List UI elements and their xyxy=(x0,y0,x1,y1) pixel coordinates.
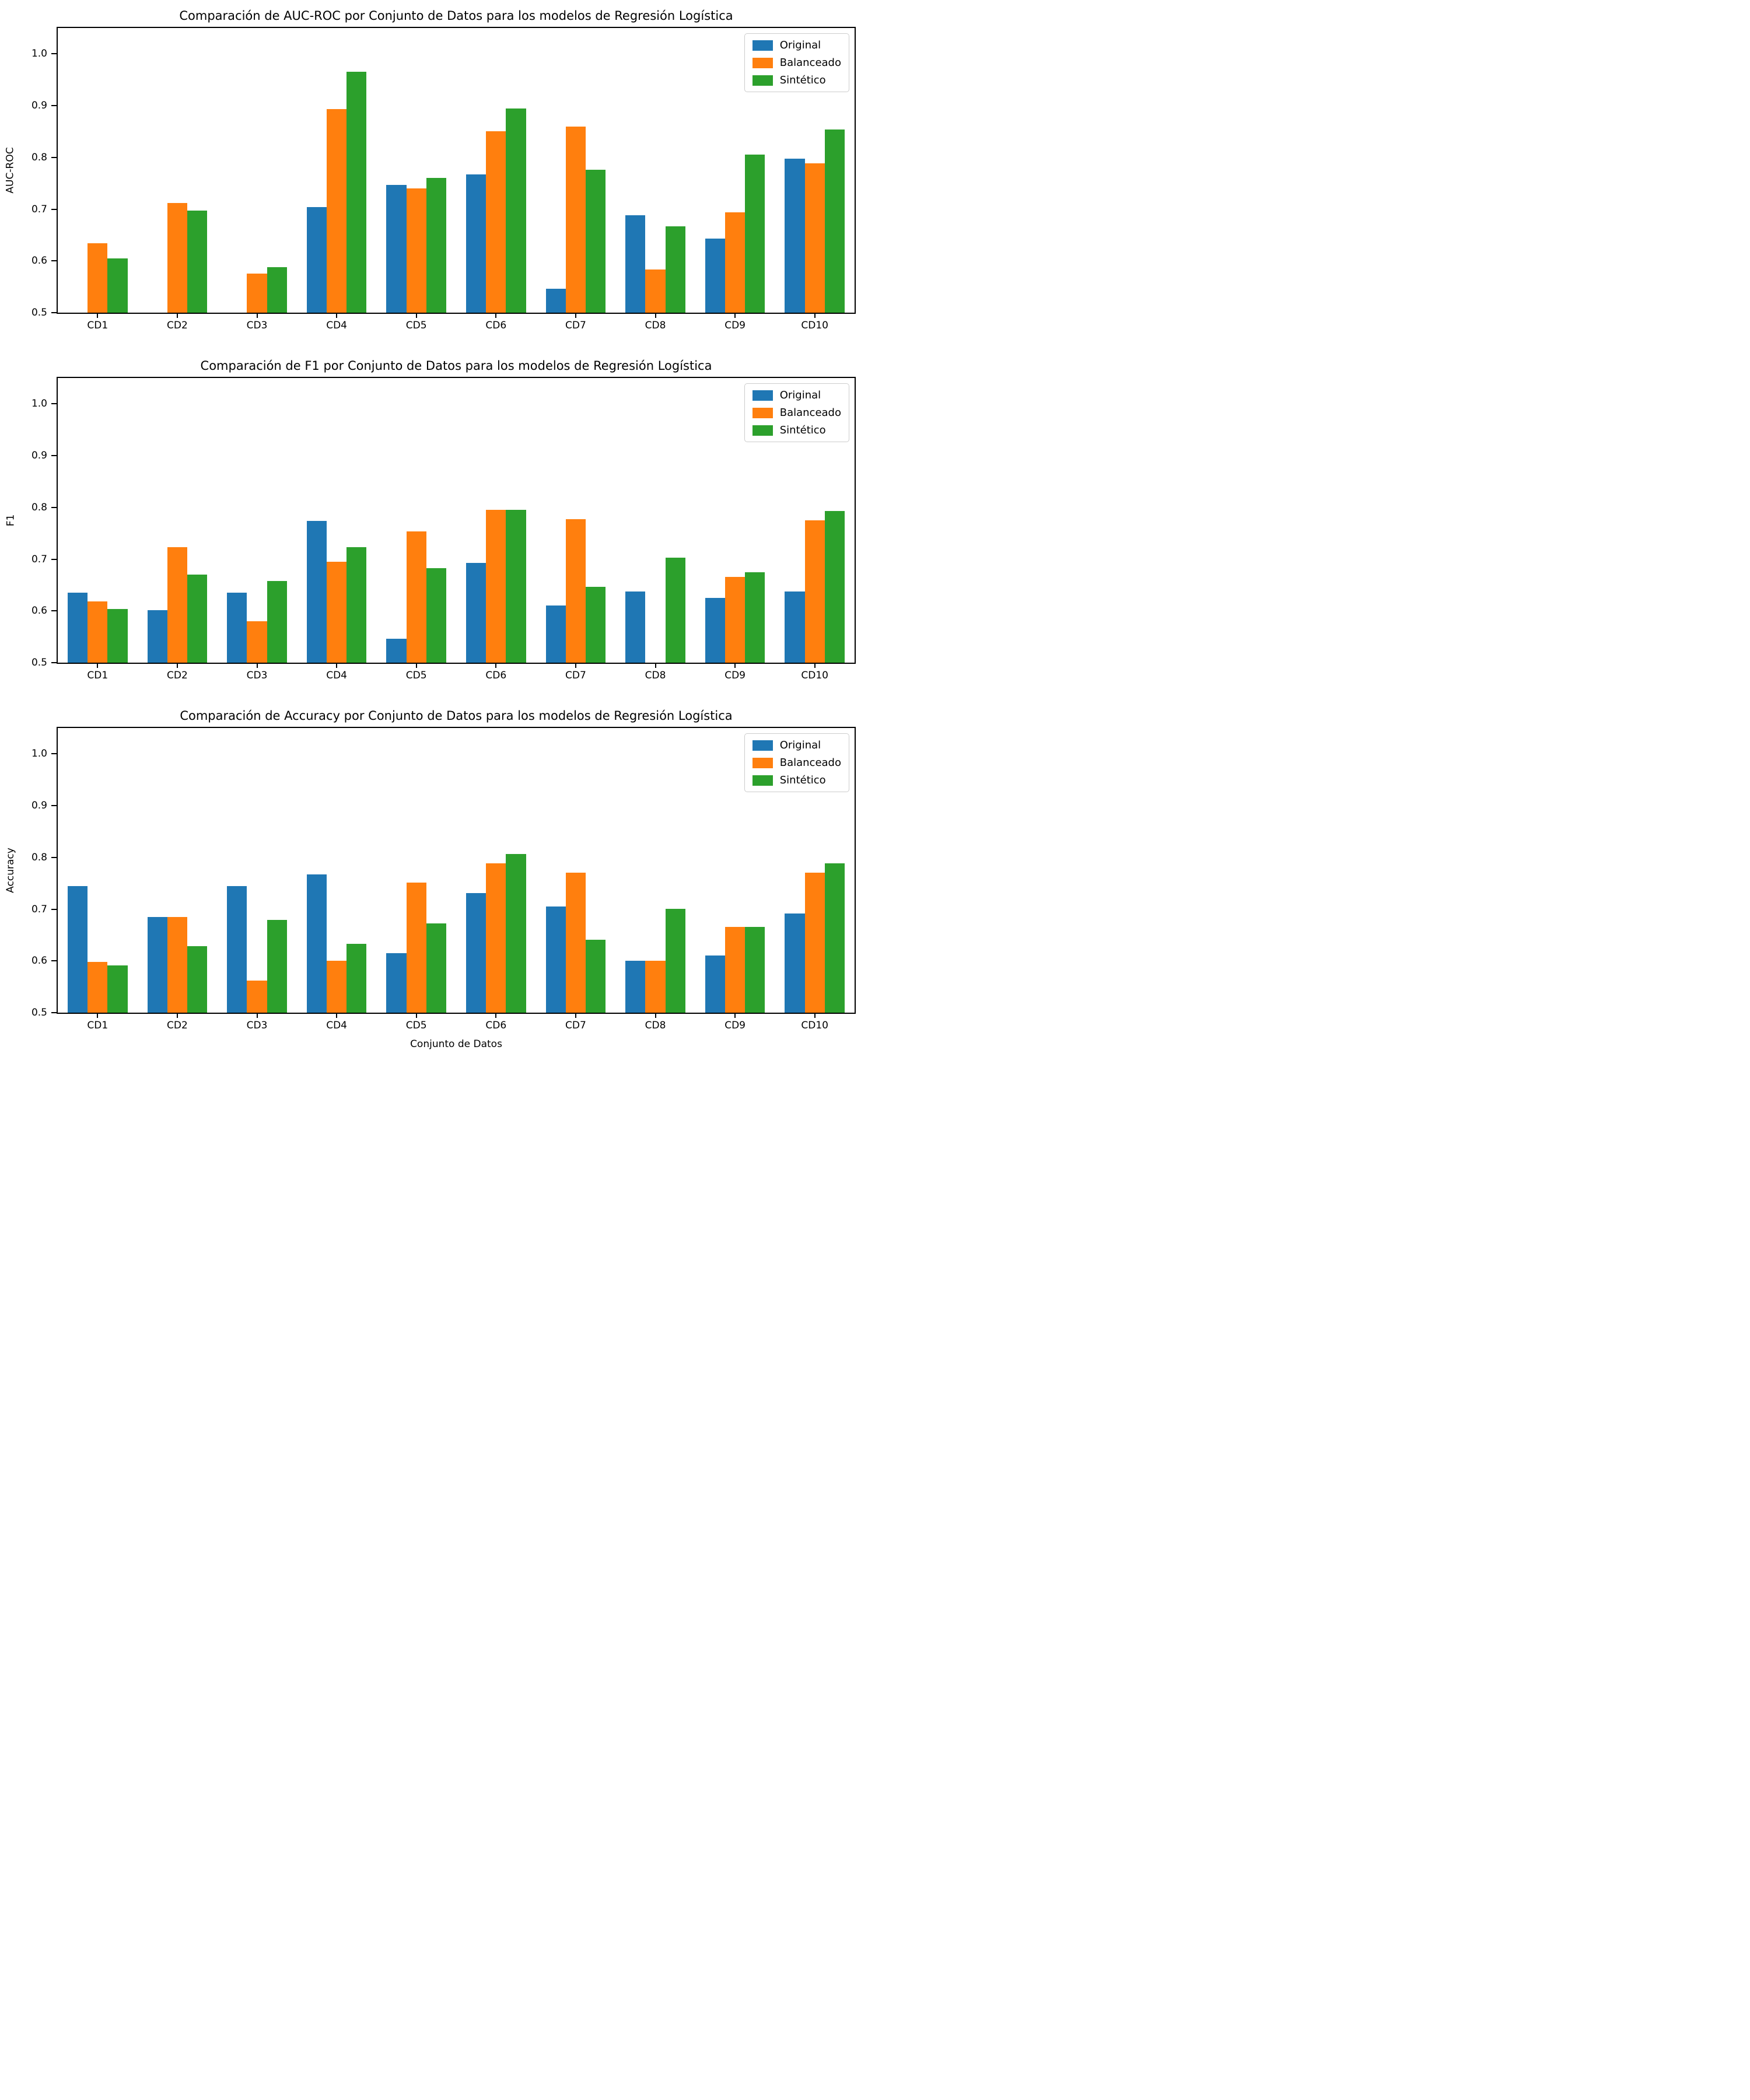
y-tick-mark xyxy=(51,960,57,961)
bar-cd3-balanceado xyxy=(247,274,267,313)
y-tick-label: 0.6 xyxy=(31,605,47,617)
x-tick-label: CD5 xyxy=(405,1020,427,1031)
legend xyxy=(744,733,849,792)
x-tick-label: CD3 xyxy=(246,670,268,681)
bar-cd2-sintético xyxy=(187,211,207,313)
x-tick-label: CD4 xyxy=(326,320,347,331)
y-tick-label: 0.7 xyxy=(31,553,47,565)
bar-cd5-balanceado xyxy=(407,531,426,663)
x-tick-label: CD7 xyxy=(565,1020,586,1031)
bar-cd3-original xyxy=(227,593,247,663)
x-tick-label: CD4 xyxy=(326,1020,347,1031)
bar-cd6-sintético xyxy=(506,854,526,1013)
bar-cd9-balanceado xyxy=(725,927,745,1013)
bar-cd9-original xyxy=(705,239,725,313)
x-tick-mark xyxy=(97,1013,98,1018)
bar-cd6-balanceado xyxy=(486,510,506,663)
bar-cd8-sintético xyxy=(666,226,685,313)
legend-entry-balanceado xyxy=(752,407,841,419)
legend-label: Balanceado xyxy=(779,757,841,769)
x-tick-label: CD4 xyxy=(326,670,347,681)
y-tick-label: 1.0 xyxy=(31,398,47,410)
y-tick-mark xyxy=(51,1012,57,1013)
y-tick-mark xyxy=(51,209,57,210)
chart-title-auc-roc: Comparación de AUC-ROC por Conjunto de Datos para los modelos de Regresión Logística xyxy=(179,9,733,23)
x-tick-mark xyxy=(495,1013,496,1018)
legend-entry-sintético xyxy=(752,774,841,786)
bar-cd4-balanceado xyxy=(327,961,346,1013)
legend-entry-sintético xyxy=(752,74,841,86)
x-tick-label: CD9 xyxy=(724,670,746,681)
bar-cd7-sintético xyxy=(586,940,606,1013)
bar-cd1-sintético xyxy=(107,965,127,1013)
bar-cd2-sintético xyxy=(187,946,207,1013)
legend-swatch-icon xyxy=(752,758,773,768)
y-tick-label: 0.9 xyxy=(31,100,47,112)
x-tick-mark xyxy=(257,313,258,318)
bar-cd7-sintético xyxy=(586,587,606,663)
bar-cd10-balanceado xyxy=(805,163,825,313)
x-tick-mark xyxy=(734,663,736,668)
bar-cd6-sintético xyxy=(506,108,526,313)
y-tick-label: 0.5 xyxy=(31,307,47,318)
x-tick-mark xyxy=(416,1013,417,1018)
x-tick-label: CD10 xyxy=(801,1020,828,1031)
x-tick-mark xyxy=(97,313,98,318)
legend-swatch-icon xyxy=(752,740,773,751)
x-tick-label: CD6 xyxy=(485,670,507,681)
x-tick-label: CD1 xyxy=(87,1020,108,1031)
bar-cd4-sintético xyxy=(346,944,366,1013)
bar-cd3-sintético xyxy=(267,581,287,663)
x-tick-mark xyxy=(257,1013,258,1018)
y-tick-label: 0.7 xyxy=(31,203,47,215)
bar-cd5-balanceado xyxy=(407,883,426,1013)
bar-cd10-original xyxy=(785,592,804,663)
x-tick-mark xyxy=(416,663,417,668)
x-tick-mark xyxy=(655,663,656,668)
y-axis-label-auc-roc: AUC-ROC xyxy=(5,147,17,194)
x-tick-label: CD9 xyxy=(724,1020,746,1031)
y-tick-label: 0.7 xyxy=(31,903,47,915)
bar-cd6-balanceado xyxy=(486,131,506,313)
x-tick-label: CD8 xyxy=(645,670,666,681)
legend-entry-sintético xyxy=(752,424,841,436)
bar-cd5-sintético xyxy=(426,178,446,313)
legend-swatch-icon xyxy=(752,40,773,51)
y-tick-mark xyxy=(51,610,57,611)
legend-entry-balanceado xyxy=(752,57,841,69)
x-tick-mark xyxy=(416,313,417,318)
x-tick-mark xyxy=(575,1013,576,1018)
bar-cd1-balanceado xyxy=(88,243,107,313)
y-tick-label: 0.8 xyxy=(31,851,47,863)
y-tick-label: 0.9 xyxy=(31,450,47,462)
bar-cd5-original xyxy=(386,185,406,313)
legend xyxy=(744,383,849,442)
bar-cd10-sintético xyxy=(825,511,845,663)
x-tick-label: CD10 xyxy=(801,670,828,681)
plot-area-f1 xyxy=(31,377,856,681)
legend-swatch-icon xyxy=(752,775,773,786)
legend-label: Sintético xyxy=(779,74,826,86)
x-tick-label: CD1 xyxy=(87,320,108,331)
x-tick-mark xyxy=(97,663,98,668)
y-tick-mark xyxy=(51,507,57,508)
bar-cd7-balanceado xyxy=(566,127,586,313)
bar-cd4-balanceado xyxy=(327,562,346,663)
bar-cd5-original xyxy=(386,953,406,1013)
bar-cd6-original xyxy=(466,174,486,313)
bar-cd7-balanceado xyxy=(566,873,586,1013)
bar-cd8-original xyxy=(625,961,645,1013)
y-tick-label: 0.5 xyxy=(31,1007,47,1019)
legend-entry-original xyxy=(752,39,841,51)
y-tick-label: 0.9 xyxy=(31,800,47,812)
y-tick-mark xyxy=(51,857,57,858)
bar-cd8-balanceado xyxy=(645,270,665,313)
x-tick-mark xyxy=(495,663,496,668)
x-tick-mark xyxy=(336,313,337,318)
bar-cd1-balanceado xyxy=(88,601,107,663)
bar-cd9-sintético xyxy=(745,155,765,313)
x-tick-label: CD2 xyxy=(167,320,188,331)
y-tick-mark xyxy=(51,260,57,261)
bar-cd1-original xyxy=(68,593,88,663)
bar-cd8-sintético xyxy=(666,909,685,1013)
x-tick-mark xyxy=(734,1013,736,1018)
x-tick-label: CD3 xyxy=(246,1020,268,1031)
x-tick-label: CD3 xyxy=(246,320,268,331)
legend-entry-original xyxy=(752,739,841,751)
bar-cd5-sintético xyxy=(426,568,446,663)
x-tick-mark xyxy=(336,1013,337,1018)
legend-label: Original xyxy=(779,739,821,751)
bar-cd10-sintético xyxy=(825,130,845,313)
y-tick-mark xyxy=(51,455,57,456)
x-tick-mark xyxy=(575,313,576,318)
x-tick-mark xyxy=(655,313,656,318)
y-tick-mark xyxy=(51,53,57,54)
x-tick-label: CD9 xyxy=(724,320,746,331)
x-tick-mark xyxy=(177,663,178,668)
bar-cd4-original xyxy=(307,207,327,313)
x-tick-mark xyxy=(575,663,576,668)
bar-cd3-sintético xyxy=(267,920,287,1013)
y-tick-label: 0.8 xyxy=(31,151,47,163)
x-tick-label: CD2 xyxy=(167,1020,188,1031)
x-tick-mark xyxy=(734,313,736,318)
x-tick-label: CD6 xyxy=(485,1020,507,1031)
y-tick-mark xyxy=(51,662,57,663)
bar-cd10-balanceado xyxy=(805,873,825,1013)
x-tick-label: CD8 xyxy=(645,1020,666,1031)
y-tick-label: 1.0 xyxy=(31,748,47,760)
subplot-accuracy xyxy=(0,700,875,1050)
bar-cd2-sintético xyxy=(187,575,207,663)
bar-cd7-original xyxy=(546,289,566,313)
y-tick-label: 0.6 xyxy=(31,255,47,267)
bar-cd8-balanceado xyxy=(645,961,665,1013)
bar-cd9-sintético xyxy=(745,572,765,663)
x-tick-label: CD7 xyxy=(565,320,586,331)
bar-cd4-sintético xyxy=(346,547,366,663)
x-tick-mark xyxy=(655,1013,656,1018)
x-tick-mark xyxy=(814,313,816,318)
bar-cd9-original xyxy=(705,956,725,1013)
bar-cd10-original xyxy=(785,159,804,313)
y-tick-label: 1.0 xyxy=(31,48,47,60)
bar-cd6-sintético xyxy=(506,510,526,663)
bar-cd10-sintético xyxy=(825,863,845,1013)
legend-entry-balanceado xyxy=(752,757,841,769)
y-tick-mark xyxy=(51,403,57,404)
x-axis-label: Conjunto de Datos xyxy=(410,1038,502,1050)
bar-cd5-original xyxy=(386,639,406,663)
x-tick-mark xyxy=(177,313,178,318)
legend-swatch-icon xyxy=(752,58,773,68)
legend-swatch-icon xyxy=(752,390,773,401)
bar-cd3-original xyxy=(227,886,247,1013)
bar-cd8-sintético xyxy=(666,558,685,663)
x-tick-mark xyxy=(257,663,258,668)
bar-cd10-balanceado xyxy=(805,520,825,663)
x-tick-label: CD7 xyxy=(565,670,586,681)
bar-cd8-original xyxy=(625,592,645,663)
y-tick-label: 0.5 xyxy=(31,657,47,668)
bar-cd3-balanceado xyxy=(247,621,267,663)
bar-cd3-sintético xyxy=(267,267,287,313)
bar-cd2-balanceado xyxy=(167,917,187,1013)
y-axis-label-f1: F1 xyxy=(4,514,16,527)
legend-swatch-icon xyxy=(752,75,773,86)
y-tick-mark xyxy=(51,105,57,106)
x-tick-mark xyxy=(495,313,496,318)
bar-cd1-original xyxy=(68,886,88,1013)
bar-cd1-sintético xyxy=(107,258,127,313)
y-tick-mark xyxy=(51,805,57,806)
legend-swatch-icon xyxy=(752,408,773,418)
bar-cd5-sintético xyxy=(426,923,446,1013)
plot-area-accuracy xyxy=(31,727,856,1050)
y-tick-label: 0.8 xyxy=(31,501,47,513)
subplot-auc-roc xyxy=(0,0,875,350)
bar-cd10-original xyxy=(785,914,804,1013)
bar-cd4-original xyxy=(307,521,327,663)
bar-cd4-sintético xyxy=(346,72,366,313)
bar-cd9-balanceado xyxy=(725,577,745,663)
bar-cd6-original xyxy=(466,563,486,663)
legend-entry-original xyxy=(752,389,841,401)
chart-title-accuracy: Comparación de Accuracy por Conjunto de Datos para los modelos de Regresión Logística xyxy=(180,709,733,723)
figure-canvas xyxy=(0,0,875,1050)
bar-cd2-balanceado xyxy=(167,203,187,313)
y-tick-label: 0.6 xyxy=(31,955,47,967)
legend-label: Sintético xyxy=(779,424,826,436)
x-tick-label: CD5 xyxy=(405,320,427,331)
x-tick-label: CD8 xyxy=(645,320,666,331)
bar-cd6-original xyxy=(466,893,486,1013)
legend-swatch-icon xyxy=(752,425,773,436)
y-axis-label-accuracy: Accuracy xyxy=(5,848,16,893)
y-tick-mark xyxy=(51,312,57,313)
bar-cd3-balanceado xyxy=(247,981,267,1013)
legend xyxy=(744,33,849,92)
x-tick-mark xyxy=(814,663,816,668)
bar-cd2-original xyxy=(148,610,167,663)
bar-cd2-balanceado xyxy=(167,547,187,663)
bar-cd7-sintético xyxy=(586,170,606,313)
y-tick-mark xyxy=(51,157,57,158)
bar-cd9-original xyxy=(705,598,725,663)
legend-label: Balanceado xyxy=(779,407,841,419)
bar-cd4-original xyxy=(307,874,327,1013)
plot-area-auc-roc xyxy=(31,27,856,331)
subplot-f1 xyxy=(0,350,875,700)
bar-cd9-sintético xyxy=(745,927,765,1013)
bar-cd8-original xyxy=(625,215,645,313)
x-tick-mark xyxy=(336,663,337,668)
legend-label: Original xyxy=(779,389,821,401)
bar-cd1-sintético xyxy=(107,609,127,663)
y-tick-mark xyxy=(51,559,57,560)
x-tick-label: CD2 xyxy=(167,670,188,681)
x-tick-label: CD6 xyxy=(485,320,507,331)
y-tick-mark xyxy=(51,753,57,754)
bar-cd9-balanceado xyxy=(725,212,745,313)
x-tick-mark xyxy=(814,1013,816,1018)
bar-cd7-original xyxy=(546,606,566,663)
bar-cd6-balanceado xyxy=(486,863,506,1013)
legend-label: Original xyxy=(779,39,821,51)
x-tick-label: CD10 xyxy=(801,320,828,331)
bar-cd7-balanceado xyxy=(566,519,586,663)
bar-cd1-balanceado xyxy=(88,962,107,1013)
y-tick-mark xyxy=(51,909,57,910)
legend-label: Sintético xyxy=(779,774,826,786)
bar-cd4-balanceado xyxy=(327,109,346,313)
chart-title-f1: Comparación de F1 por Conjunto de Datos para los modelos de Regresión Logística xyxy=(200,359,712,373)
x-tick-mark xyxy=(177,1013,178,1018)
bar-cd7-original xyxy=(546,907,566,1013)
bar-cd5-balanceado xyxy=(407,188,426,313)
legend-label: Balanceado xyxy=(779,57,841,69)
x-tick-label: CD5 xyxy=(405,670,427,681)
bar-cd2-original xyxy=(148,917,167,1013)
x-tick-label: CD1 xyxy=(87,670,108,681)
